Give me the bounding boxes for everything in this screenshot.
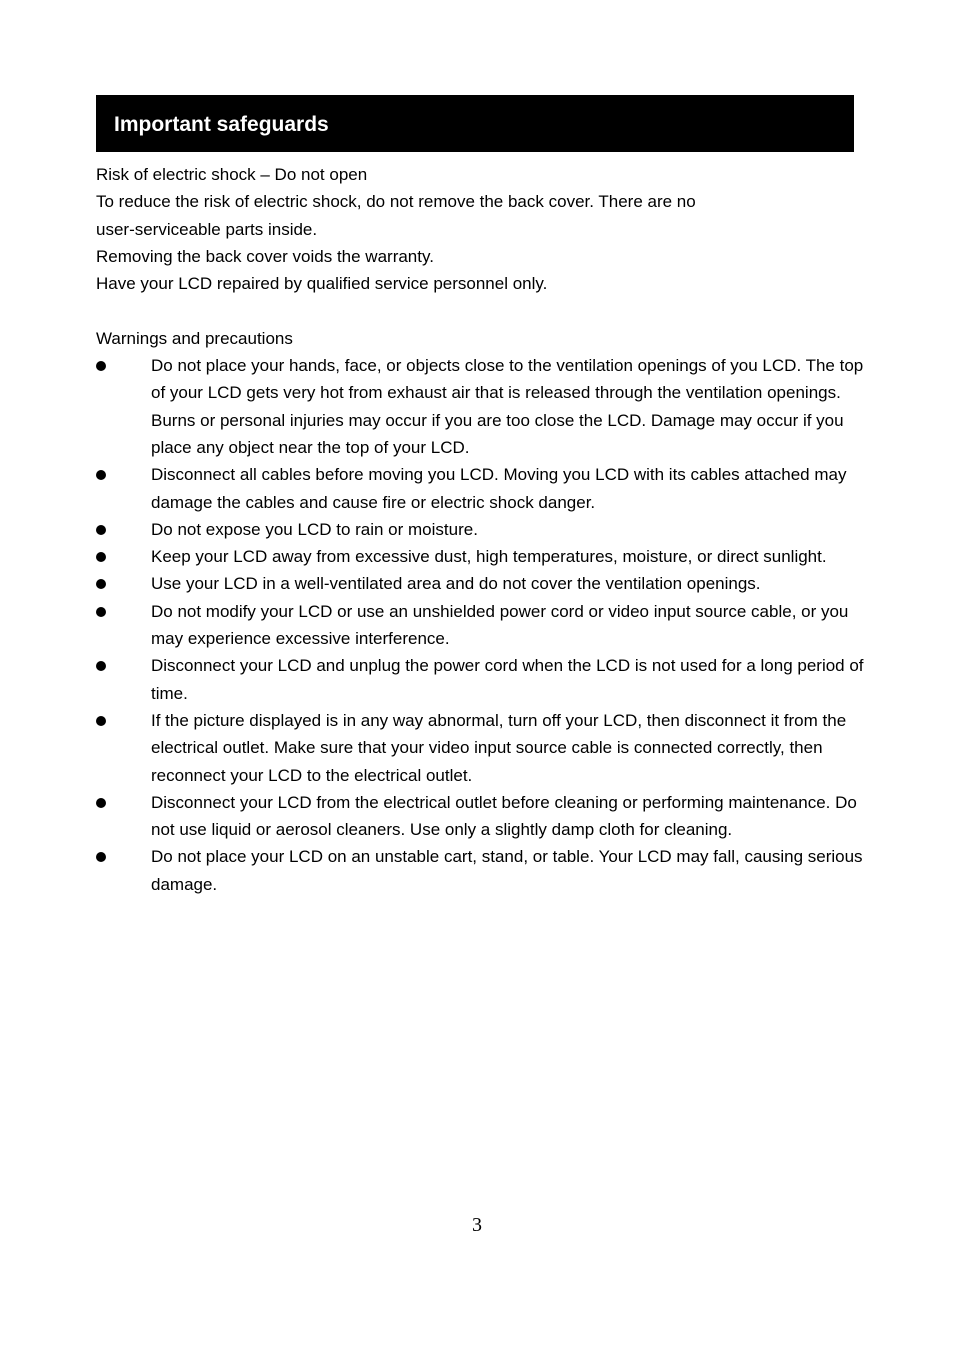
list-item (96, 352, 866, 461)
list-item (96, 843, 866, 898)
bullet-icon (96, 470, 106, 480)
intro-line-reduce-risk: To reduce the risk of electric shock, do not remove the back cover. There are no (96, 192, 696, 212)
bullet-icon (96, 525, 106, 535)
intro-line-warranty: Removing the back cover voids the warranty. (96, 246, 434, 266)
list-item (96, 570, 866, 597)
list-item (96, 461, 866, 516)
bullet-icon (96, 852, 106, 862)
list-item-text: Do not modify your LCD or use an unshielded power cord or video input source cable, or you may experience excessive interference. (151, 601, 849, 649)
bullet-icon (96, 607, 106, 617)
warnings-heading: Warnings and precautions (96, 328, 293, 348)
list-item-text: Do not place your hands, face, or objects close to the ventilation openings of you LCD. The top of your LCD gets very hot from exhaust air that is released through the ventilation openings. Burns or personal injuries may occur if you are too close the LCD. Damage may occur if you place any object near the top of your LCD. (151, 356, 864, 457)
bullet-icon (96, 661, 106, 671)
intro-line-service: Have your LCD repaired by qualified service personnel only. (96, 274, 548, 294)
paragraph-spacer (96, 297, 866, 324)
document-body (96, 161, 866, 898)
list-item-text: Keep your LCD away from excessive dust, high temperatures, moisture, or direct sunlight. (151, 547, 827, 567)
bullet-icon (96, 579, 106, 589)
list-item-text: Disconnect your LCD and unplug the power cord when the LCD is not used for a long period of time. (151, 656, 864, 703)
intro-line-risk: Risk of electric shock – Do not open (96, 165, 368, 184)
warnings-list (96, 352, 866, 898)
list-item-text: Do not place your LCD on an unstable cart, stand, or table. Your LCD may fall, causing serious damage. (151, 847, 863, 894)
list-item-text: Do not expose you LCD to rain or moisture. (151, 519, 478, 539)
list-item (96, 707, 866, 789)
section-title: Important safeguards (114, 113, 329, 136)
bullet-icon (96, 716, 106, 726)
list-item-text: Disconnect your LCD from the electrical outlet before cleaning or performing maintenance. Do not use liquid or aerosol cleaners. Use only a slightly damp cloth for cleaning. (151, 792, 857, 840)
list-item (96, 516, 866, 543)
list-item-text: Disconnect all cables before moving you LCD. Moving you LCD with its cables attached may damage the cables and cause fire or electric shock danger. (151, 465, 847, 512)
list-item-text: Use your LCD in a well-ventilated area and do not cover the ventilation openings. (151, 574, 761, 594)
intro-block (96, 161, 866, 297)
intro-line-no-parts: user-serviceable parts inside. (96, 219, 318, 239)
section-header-bar (96, 95, 854, 152)
list-item-text: If the picture displayed is in any way abnormal, turn off your LCD, then disconnect it from the electrical outlet. Make sure that your video input source cable is connected correctly, then reconnect your LCD to the electrical outlet. (151, 710, 847, 785)
list-item (96, 789, 866, 844)
list-item (96, 543, 866, 570)
list-item (96, 652, 866, 707)
bullet-icon (96, 552, 106, 562)
list-item (96, 598, 866, 653)
page-number: 3 (472, 1214, 482, 1236)
bullet-icon (96, 798, 106, 808)
bullet-icon (96, 361, 106, 371)
